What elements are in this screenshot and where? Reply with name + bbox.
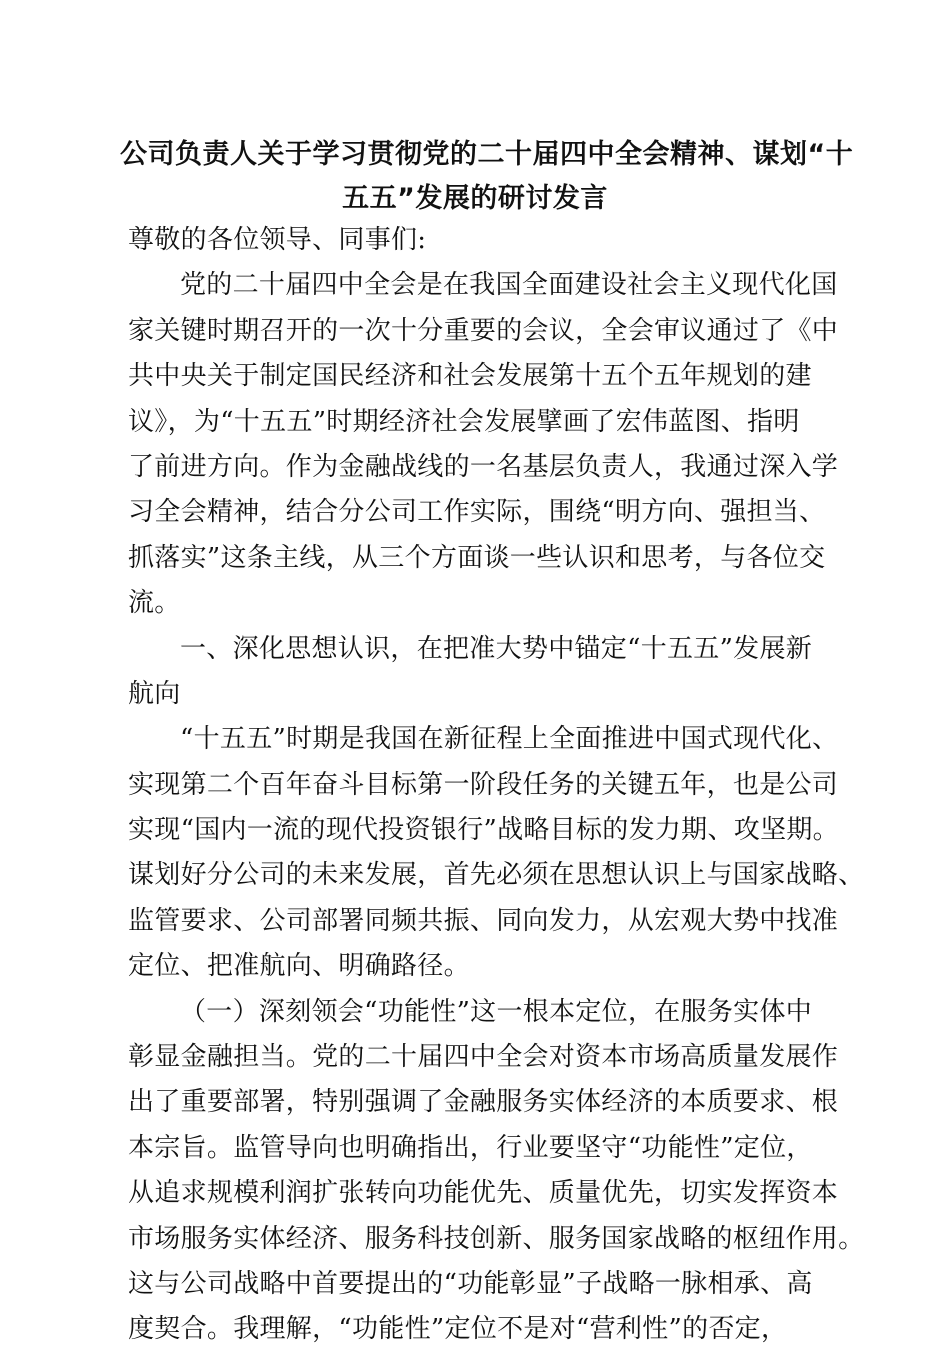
paragraph-line: 从追求规模利润扩张转向功能优先、质量优先，切实发挥资本: [128, 1178, 839, 1209]
paragraph-line: 实现“国内一流的现代投资银行”战略目标的发力期、攻坚期。: [128, 815, 839, 846]
paragraph-line: 出了重要部署，特别强调了金融服务实体经济的本质要求、根: [128, 1087, 839, 1118]
paragraph-line: 了前进方向。作为金融战线的一名基层负责人，我通过深入学: [128, 451, 839, 482]
section-heading-line: 航向: [128, 678, 181, 709]
paragraph-line: 流。: [128, 588, 181, 619]
title-line: 五五”发展的研讨发言: [342, 183, 608, 214]
document-title: [120, 133, 854, 221]
paragraph-line: 市场服务实体经济、服务科技创新、服务国家战略的枢纽作用。: [128, 1223, 865, 1254]
paragraph-line: 议》，为“十五五”时期经济社会发展擘画了宏伟蓝图、指明: [128, 406, 800, 437]
paragraph-line: 谋划好分公司的未来发展，首先必须在思想认识上与国家战略、: [128, 860, 865, 891]
paragraph-line: 共中央关于制定国民经济和社会发展第十五个五年规划的建: [128, 361, 812, 392]
salutation: 尊敬的各位领导、同事们:: [128, 225, 427, 255]
paragraph-line: 家关键时期召开的一次十分重要的会议，全会审议通过了《中: [128, 315, 839, 346]
paragraph-line: 实现第二个百年奋斗目标第一阶段任务的关键五年，也是公司: [128, 769, 839, 800]
paragraph-line: 抓落实”这条主线，从三个方面谈一些认识和思考，与各位交: [128, 542, 826, 573]
paragraph-line: 监管要求、公司部署同频共振、同向发力，从宏观大势中找准: [128, 905, 839, 936]
paragraph-line: 党的二十届四中全会是在我国全面建设社会主义现代化国: [180, 270, 838, 301]
paragraph-line: 度契合。我理解，“功能性”定位不是对“营利性”的否定，: [128, 1314, 788, 1345]
paragraph-line: （一）深刻领会“功能性”这一根本定位，在服务实体中: [180, 996, 813, 1027]
title-line: 公司负责人关于学习贯彻党的二十届四中全会精神、谋划“十: [120, 139, 854, 170]
paragraph-line: 这与公司战略中首要提出的“功能彰显”子战略一脉相承、高: [128, 1268, 813, 1299]
paragraph-line: “十五五”时期是我国在新征程上全面推进中国式现代化、: [180, 724, 839, 755]
paragraph-line: 习全会精神，结合分公司工作实际，围绕“明方向、强担当、: [128, 497, 826, 528]
paragraph-line: 定位、把准航向、明确路径。: [128, 951, 470, 982]
section-heading-line: 一、深化思想认识，在把准大势中锚定“十五五”发展新: [180, 633, 813, 664]
paragraph-line: 本宗旨。监管导向也明确指出，行业要坚守“功能性”定位，: [128, 1132, 813, 1163]
paragraph-line: 彰显金融担当。党的二十届四中全会对资本市场高质量发展作: [128, 1042, 839, 1073]
document-body: [128, 218, 865, 1353]
